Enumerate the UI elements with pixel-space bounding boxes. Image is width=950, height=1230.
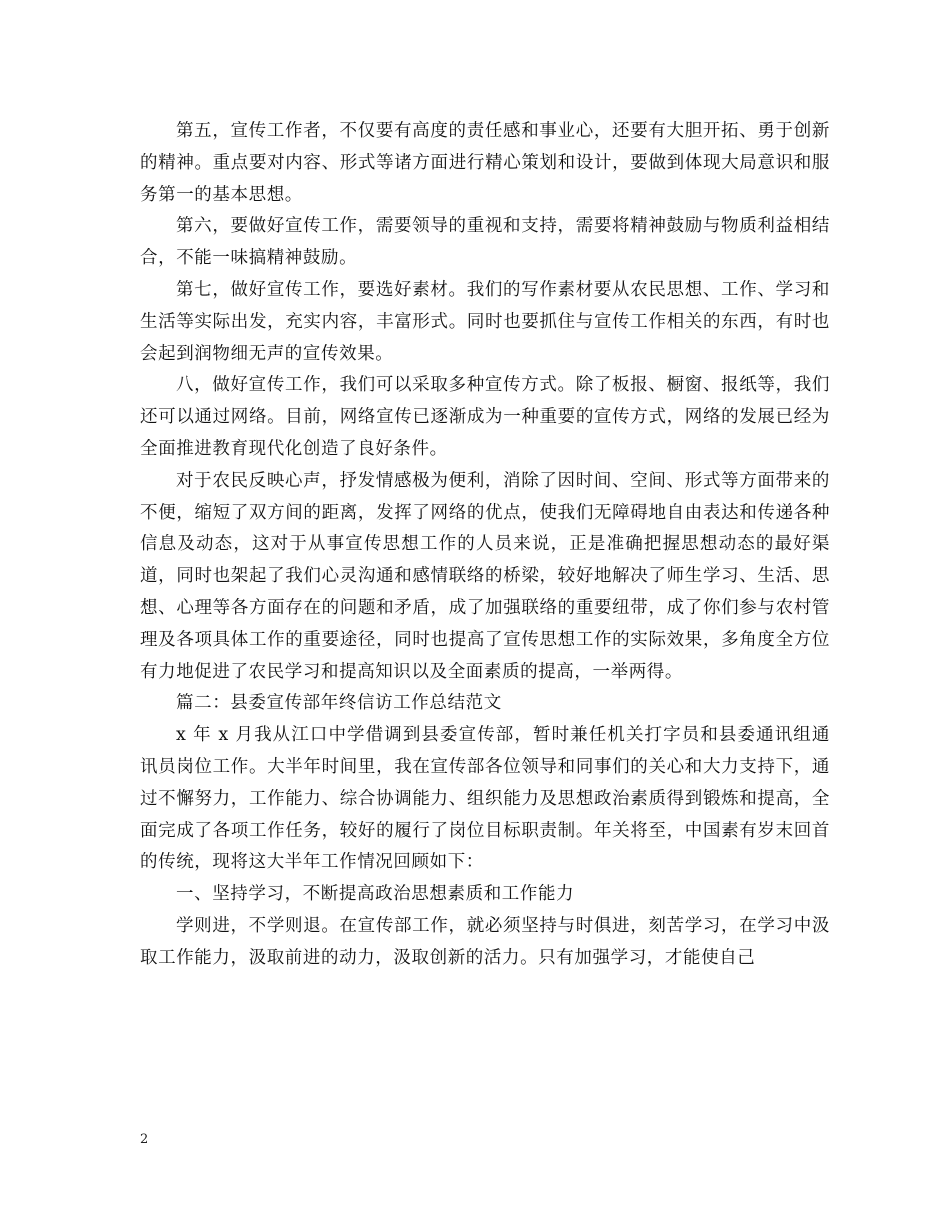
paragraph: 八，做好宣传工作，我们可以采取多种宣传方式。除了板报、橱窗、报纸等，我们还可以通过网络。目前，网络宣传已逐渐成为一种重要的宣传方式，网络的发展已经为全面推进教育现代化创造了良好条件。 <box>140 375 830 459</box>
paragraph: 第六，要做好宣传工作，需要领导的重视和支持，需要将精神鼓励与物质利益相结合，不能一味搞精神鼓励。 <box>140 216 830 269</box>
subsection-heading: 一、坚持学习，不断提高政治思想素质和工作能力 <box>176 884 575 905</box>
page-number: 2 <box>140 1132 149 1147</box>
paragraph: 第七，做好宣传工作，要选好素材。我们的写作素材要从农民思想、工作、学习和生活等实际出发，充实内容，丰富形式。同时也要抓住与宣传工作相关的东西，有时也会起到润物细无声的宣传效果。 <box>140 279 830 364</box>
paragraph: x 年 x 月我从江口中学借调到县委宣传部，暂时兼任机关打字员和县委通讯组通讯员岗位工作。大半年时间里，我在宣传部各位领导和同事们的关心和大力支持下，通过不懈努力，工作能力、综合协调能力、组织能力及思想政治素质得到锻炼和提高，全面完成了各项工作任务，较好的履行了岗位目标职责制。年关将至，中国素有岁末回首的传统，现将这大半年工作情况回顾如下： <box>140 725 830 873</box>
document-body <box>140 116 830 975</box>
paragraph: 对于农民反映心声，抒发情感极为便利，消除了因时间、空间、形式等方面带来的不便，缩短了双方间的距离，发挥了网络的优点，使我们无障碍地自由表达和传递各种信息及动态，这对于从事宣传思想工作的人员来说，正是准确把握思想动态的最好渠道，同时也架起了我们心灵沟通和感情联络的桥梁，较好地解决了师生学习、生活、思想、心理等各方面存在的问题和矛盾，成了加强联络的重要纽带，成了你们参与农村管理及各项具体工作的重要途径，同时也提高了宣传思想工作的实际效果，多角度全方位有力地促进了农民学习和提高知识以及全面素质的提高，一举两得。 <box>140 470 830 682</box>
paragraph: 学则进，不学则退。在宣传部工作，就必须坚持与时俱进，刻苦学习，在学习中汲取工作能力，汲取前进的动力，汲取创新的活力。只有加强学习，才能使自己 <box>140 915 830 968</box>
paragraph: 第五，宣传工作者，不仅要有高度的责任感和事业心，还要有大胆开拓、勇于创新的精神。重点要对内容、形式等诸方面进行精心策划和设计，要做到体现大局意识和服务第一的基本思想。 <box>140 121 830 205</box>
section-heading: 篇二：县委宣传部年终信访工作总结范文 <box>176 693 502 714</box>
